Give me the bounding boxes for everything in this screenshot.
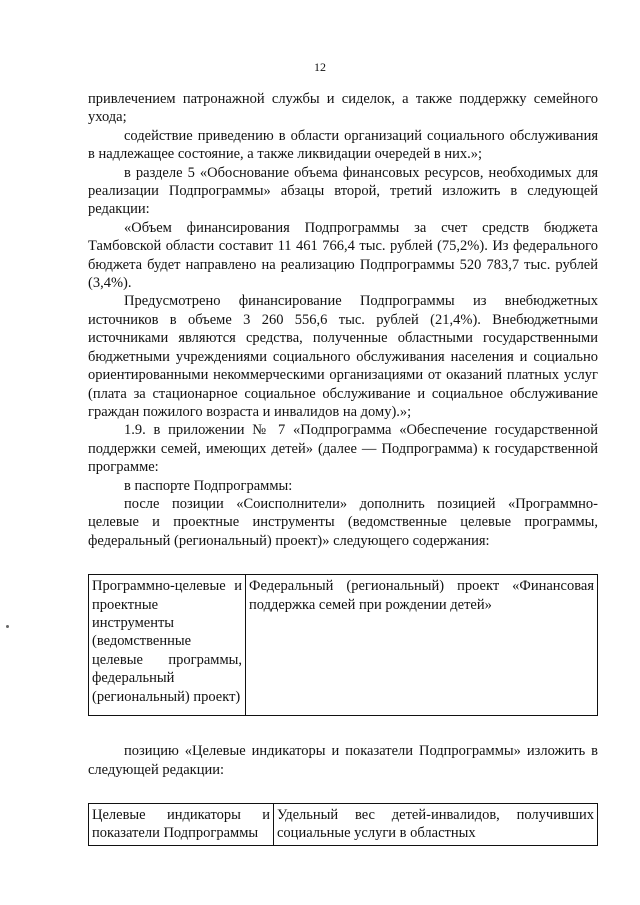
paragraph: «Объем финансирования Подпрограммы за счет средств бюджета Тамбовской области составит 11 461 766,4 тыс. рублей (75,2%). Из федерального бюджета будет направлено на реализацию Подпрограммы 520 783,7 тыс. рублей (3,4%). [88,219,598,292]
instruments-table [88,574,598,716]
table-cell-label: Программно-целевые и проектные инструменты (ведомственные целевые программы, федеральный (региональный) проект) [89,575,246,716]
table-cell-value: Удельный вес детей-инвалидов, получивших социальные услуги в областных [274,803,598,845]
paragraph: позицию «Целевые индикаторы и показатели Подпрограммы» изложить в следующей редакции: [88,743,598,778]
table-row [89,575,598,716]
paragraph: в разделе 5 «Обоснование объема финансовых ресурсов, необходимых для реализации Подпрограммы» абзацы второй, третий изложить в следующей редакции: [88,164,598,218]
paragraph: содействие приведению в области организаций социального обслуживания в надлежащее состояние, а также ликвидации очередей в них.»; [88,127,598,163]
table-row [89,803,598,845]
table-cell-value: Федеральный (региональный) проект «Финансовая поддержка семей при рождении детей» [246,575,598,716]
table-cell-label: Целевые индикаторы и показатели Подпрограммы [89,803,274,845]
paragraph: 1.9. в приложении № 7 «Подпрограмма «Обеспечение государственной поддержки семей, имеющих детей» (далее — Подпрограмма) к государственной программе: [88,422,598,476]
indicators-table [88,803,598,846]
scan-mark [6,625,9,628]
paragraph: в паспорте Подпрограммы: [124,477,293,494]
paragraph: Предусмотрено финансирование Подпрограммы из внебюджетных источников в объеме 3 260 556,6 тыс. рублей (21,4%). Внебюджетными источниками являются средства, полученные областными государственными бюджетными учреждениями социального обслуживания населения и социально ориентированными некоммерческими организациями от оказаний платных услуг (плата за стационарное социальное обслуживание и социальное обслуживание граждан пожилого возраста и инвалидов на дому).»; [88,293,598,420]
document-body [88,90,598,846]
page-number: 12 [314,60,326,74]
paragraph: после позиции «Соисполнители» дополнить позицией «Программно-целевые и проектные инструменты (ведомственные целевые программы, федеральный (региональный) проект)» следующего содержания: [88,495,598,549]
paragraph: привлечением патронажной службы и сиделок, а также поддержку семейного ухода; [88,91,598,126]
